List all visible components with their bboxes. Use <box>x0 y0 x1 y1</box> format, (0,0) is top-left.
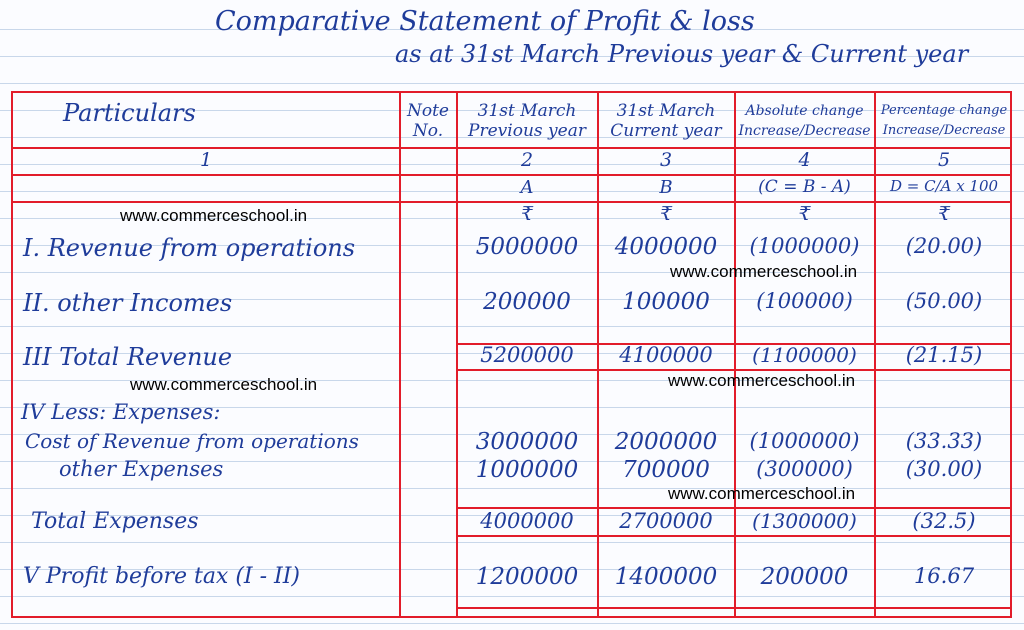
column-number-1: 1 <box>199 149 213 171</box>
currency-symbol-curr: ₹ <box>659 203 673 225</box>
column-code-c: (C = B - A) <box>758 177 851 197</box>
column-number-3: 3 <box>659 149 673 171</box>
header-note-line2: No. <box>412 121 444 141</box>
row-other-income-curr: 100000 <box>622 289 710 315</box>
header-abs-line2: Increase/Decrease <box>738 123 871 139</box>
header-pct-line1: Percentage change <box>880 103 1008 118</box>
row-total-revenue-prev: 5200000 <box>480 343 574 367</box>
row-cost-revenue-pct: (33.33) <box>905 429 983 453</box>
row-revenue-abs: (1000000) <box>749 234 860 258</box>
watermark-text: www.commerceschool.in <box>120 206 308 225</box>
column-code-d: D = C/A x 100 <box>889 177 999 195</box>
row-rule-numbers <box>13 174 1010 176</box>
row-total-expenses-label: Total Expenses <box>31 509 199 534</box>
row-total-revenue-label: III Total Revenue <box>23 343 233 371</box>
row-total-expenses-prev: 4000000 <box>480 509 574 533</box>
row-cost-revenue-prev: 3000000 <box>475 429 579 455</box>
header-curr-line2: Current year <box>610 121 722 141</box>
watermark-text: www.commerceschool.in <box>668 484 856 503</box>
title-line-1: Comparative Statement of Profit & loss <box>215 6 755 37</box>
column-number-2: 2 <box>520 149 534 171</box>
row-profit-pct: 16.67 <box>913 564 975 588</box>
header-absolute-change <box>736 101 873 141</box>
header-previous-year <box>458 101 596 141</box>
watermark-text: www.commerceschool.in <box>668 371 856 390</box>
header-percentage-change <box>876 101 1012 141</box>
currency-symbol-abs: ₹ <box>798 203 811 225</box>
header-particulars: Particulars <box>63 99 196 127</box>
watermark-text: www.commerceschool.in <box>130 375 318 394</box>
row-rule-total-exp-bottom <box>456 535 1010 537</box>
header-abs-line1: Absolute change <box>745 103 864 119</box>
currency-symbol-pct: ₹ <box>937 203 951 225</box>
row-other-expenses-prev: 1000000 <box>475 457 579 483</box>
row-other-income-label: II. other Incomes <box>23 289 233 317</box>
row-total-revenue-curr: 4100000 <box>619 343 713 367</box>
header-prev-line2: Previous year <box>468 121 586 141</box>
column-number-5: 5 <box>937 149 951 171</box>
title-line-2: as at 31st March Previous year & Current year <box>395 40 969 68</box>
row-other-income-pct: (50.00) <box>905 289 983 313</box>
row-revenue-pct: (20.00) <box>905 234 983 258</box>
row-rule-bottom <box>456 607 1010 609</box>
row-profit-prev: 1200000 <box>475 564 579 590</box>
header-pct-line2: Increase/Decrease <box>882 123 1006 138</box>
header-prev-line1: 31st March <box>477 101 577 121</box>
row-profit-curr: 1400000 <box>614 564 718 590</box>
row-profit-abs: 200000 <box>760 564 849 590</box>
row-cost-revenue-abs: (1000000) <box>749 429 860 453</box>
row-other-expenses-curr: 700000 <box>622 457 710 483</box>
row-cost-revenue-curr: 2000000 <box>614 429 718 455</box>
row-other-expenses-label: other Expenses <box>59 457 224 481</box>
row-total-expenses-pct: (32.5) <box>912 509 976 533</box>
row-total-revenue-abs: (1100000) <box>752 343 857 367</box>
column-code-a: A <box>520 177 534 198</box>
row-revenue-label: I. Revenue from operations <box>23 234 356 262</box>
row-total-expenses-curr: 2700000 <box>619 509 713 533</box>
row-revenue-prev: 5000000 <box>475 234 579 260</box>
row-profit-label: V Profit before tax (I - II) <box>23 564 300 589</box>
row-expenses-heading: IV Less: Expenses: <box>21 400 221 424</box>
row-other-expenses-abs: (300000) <box>756 457 853 481</box>
currency-symbol-prev: ₹ <box>520 203 534 225</box>
row-cost-revenue-label: Cost of Revenue from operations <box>25 429 359 453</box>
header-curr-line1: 31st March <box>616 101 716 121</box>
col-rule-note <box>399 93 401 616</box>
header-note-no <box>401 101 455 141</box>
comparative-statement-table <box>11 91 1012 618</box>
column-number-4: 4 <box>798 149 811 171</box>
header-note-line1: Note <box>406 101 449 121</box>
row-total-expenses-abs: (1300000) <box>752 509 857 533</box>
row-revenue-curr: 4000000 <box>614 234 718 260</box>
row-other-expenses-pct: (30.00) <box>905 457 983 481</box>
row-other-income-abs: (100000) <box>756 289 853 313</box>
header-current-year <box>599 101 733 141</box>
row-total-revenue-pct: (21.15) <box>905 343 983 367</box>
watermark-text: www.commerceschool.in <box>670 262 858 281</box>
column-code-b: B <box>659 177 673 198</box>
row-other-income-prev: 200000 <box>483 289 571 315</box>
